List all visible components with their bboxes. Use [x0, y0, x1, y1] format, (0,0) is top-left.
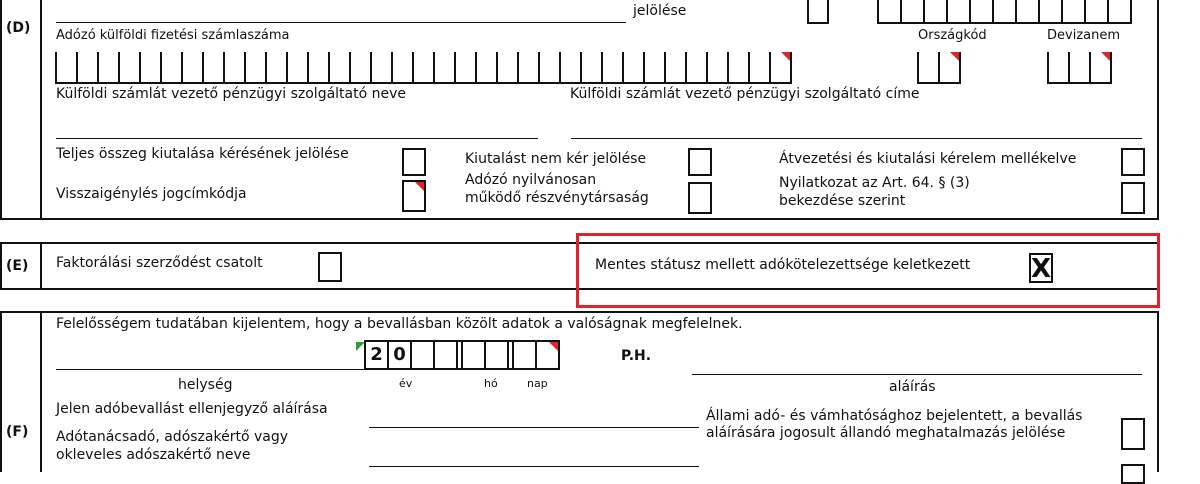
authority-line1: Állami adó- és vámhatósághoz bejelentett, a bevallás	[706, 408, 1083, 424]
advisor-line2: okleveles adószakértő neve	[56, 447, 251, 463]
authority-checkbox[interactable]	[1121, 418, 1145, 450]
frame-divider	[40, 242, 42, 290]
country-code-cells[interactable]	[917, 52, 961, 84]
frame-right	[1157, 311, 1159, 472]
transfer-request-checkbox[interactable]	[1121, 148, 1145, 176]
year-label: év	[399, 377, 413, 390]
provider-name-label: Külföldi számlát vezető pénzügyi szolgáltató neve	[56, 86, 407, 102]
country-code-label: Országkód	[918, 28, 987, 43]
countersign-label: Jelen adóbevallást ellenjegyző aláírása	[56, 401, 328, 417]
exempt-status-label: Mentes státusz mellett adókötelezettsége keletkezett	[595, 257, 971, 273]
required-marker	[950, 52, 959, 61]
frame-top	[0, 311, 1159, 313]
exempt-status-checkbox[interactable]: X	[1031, 254, 1052, 284]
provider-address-label: Külföldi számlát vezető pénzügyi szolgáltató címe	[570, 86, 920, 102]
no-payout-checkbox[interactable]	[688, 148, 712, 176]
factoring-label: Faktorálási szerződést csatolt	[56, 255, 263, 271]
transfer-request-label: Átvezetési és kiutalási kérelem mellékelve	[779, 151, 1077, 167]
month-digit-1[interactable]	[463, 342, 486, 368]
full-payout-checkbox[interactable]	[402, 148, 426, 176]
currency-label: Devizanem	[1047, 28, 1121, 43]
top-line	[56, 22, 626, 23]
frame-left	[0, 0, 2, 220]
top-cells[interactable]	[877, 0, 1132, 24]
signature-field[interactable]	[692, 374, 1142, 375]
jelolese-label: jelölése	[633, 3, 687, 19]
top-checkbox[interactable]	[807, 0, 829, 24]
public-company-checkbox[interactable]	[688, 182, 712, 214]
provider-address-field[interactable]	[571, 138, 1142, 139]
reclaim-code-field[interactable]	[402, 180, 426, 212]
declaration-line1: Nyilatkozat az Art. 64. § (3)	[779, 175, 970, 191]
advisor-name-field[interactable]	[369, 466, 699, 467]
full-payout-label: Teljes összeg kiutalása kérésének jelölése	[56, 146, 349, 162]
reclaim-code-label: Visszaigénylés jogcímkódja	[56, 186, 247, 202]
frame-divider	[40, 311, 42, 472]
next-checkbox[interactable]	[1121, 464, 1145, 484]
signature-label: aláírás	[889, 379, 936, 395]
year-digit-3[interactable]	[412, 342, 435, 368]
highlight-box	[576, 233, 1160, 308]
required-marker	[415, 182, 424, 191]
statement-text: Felelősségem tudatában kijelentem, hogy a bevallásban közölt adatok a valóságnak megfelelnek.	[56, 316, 743, 332]
countersign-field[interactable]	[369, 427, 699, 428]
month-label: hó	[484, 377, 498, 390]
frame-divider	[40, 0, 42, 220]
provider-name-field[interactable]	[56, 138, 538, 139]
currency-cells[interactable]	[1047, 52, 1112, 84]
section-code: (D)	[6, 20, 31, 36]
frame-left	[0, 242, 2, 290]
section-code: (E)	[6, 258, 29, 274]
required-marker	[781, 52, 790, 61]
no-payout-label: Kiutalást nem kér jelölése	[465, 151, 647, 167]
declaration-line2: bekezdése szerint	[779, 193, 906, 209]
month-digit-2[interactable]	[486, 342, 509, 368]
year-digit-4[interactable]	[435, 342, 458, 368]
place-label: helység	[178, 377, 233, 393]
required-marker	[1101, 52, 1110, 61]
day-digit-1[interactable]	[514, 342, 537, 368]
place-field[interactable]	[56, 369, 366, 370]
ph-label: P.H.	[621, 348, 652, 364]
factoring-checkbox[interactable]	[318, 252, 342, 282]
frame-bottom	[0, 218, 1159, 220]
declaration-checkbox[interactable]	[1121, 182, 1145, 214]
public-company-line1: Adózó nyilvánosan	[465, 172, 597, 188]
required-marker	[549, 342, 558, 351]
year-digit-1[interactable]: 2	[366, 342, 389, 368]
public-company-line2: működő részvénytársaság	[465, 190, 649, 206]
day-digit-2[interactable]	[537, 342, 560, 368]
account-label: Adózó külföldi fizetési számlaszáma	[56, 28, 290, 43]
account-number-cells[interactable]	[55, 52, 792, 84]
frame-left	[0, 311, 2, 472]
authority-line2: aláírására jogosult állandó meghatalmazás jelölése	[706, 425, 1066, 441]
date-cells[interactable]	[364, 340, 560, 370]
section-code: (F)	[6, 424, 29, 440]
frame-right	[1157, 0, 1159, 220]
start-marker	[356, 342, 365, 351]
advisor-line1: Adótanácsadó, adószakértő vagy	[56, 429, 288, 445]
year-digit-2[interactable]: 0	[389, 342, 412, 368]
day-label: nap	[527, 377, 548, 390]
